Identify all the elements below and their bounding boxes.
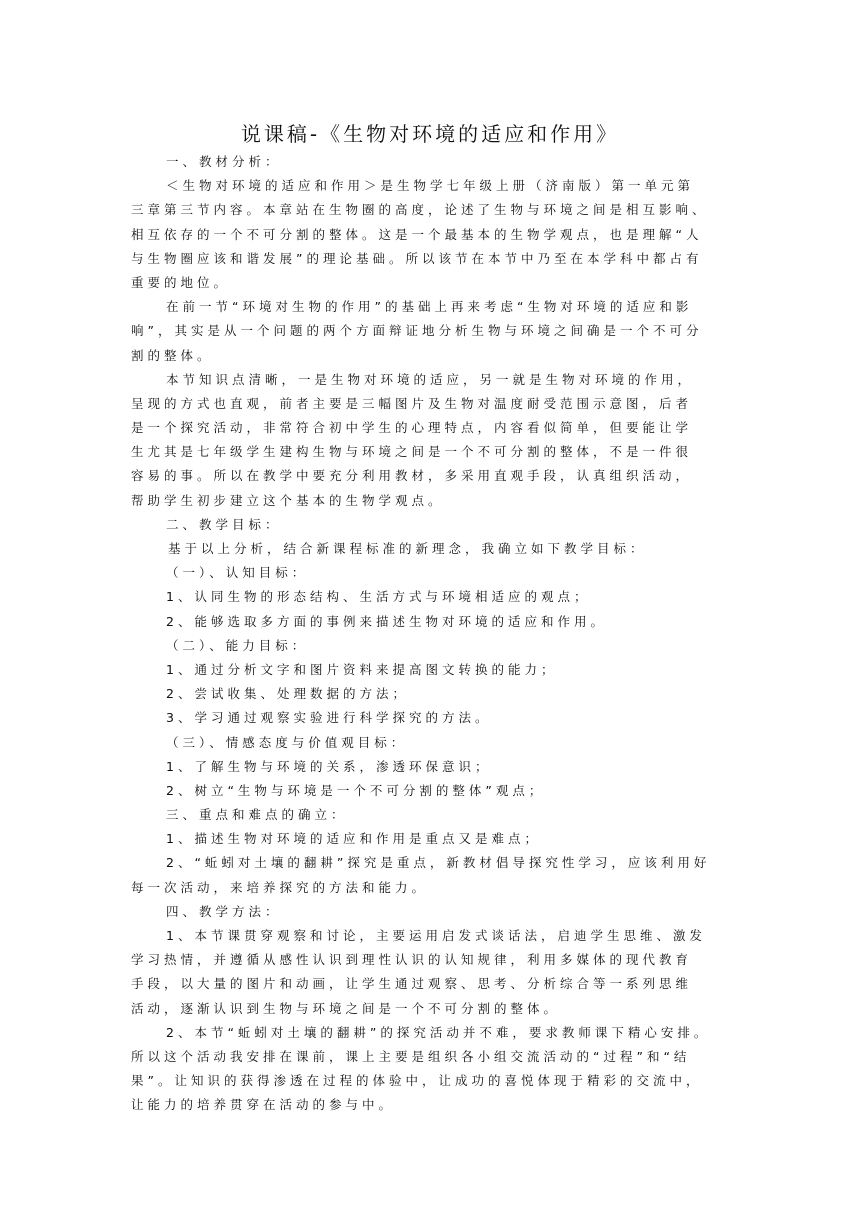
text-line: 响”，其实是从一个问题的两个方面辩证地分析生物与环境之间确是一个不可分 — [131, 323, 703, 339]
paragraph — [131, 634, 723, 658]
text-line: ＜生物对环境的适应和作用＞是生物学七年级上册（济南版）第一单元第 — [166, 178, 695, 194]
text-line: 果”。让知识的获得渗透在过程的体验中，让成功的喜悦体现于精彩的交流中， — [131, 1073, 703, 1089]
paragraph — [131, 755, 723, 779]
paragraph — [131, 682, 723, 706]
paragraph — [131, 174, 723, 295]
text-line: 容易的事。所以在教学中要充分利用教材，多采用直观手段，认真组织活动， — [131, 468, 693, 484]
paragraph — [131, 924, 723, 1021]
text-line: （二）、能力目标： — [166, 637, 309, 653]
paragraph — [131, 585, 723, 609]
text-line: 一、教材分析： — [166, 154, 282, 169]
text-line: 与生物圈应该和谐发展”的理论基础。所以该节在本节中乃至在本学科中都占有 — [131, 250, 703, 266]
text-line: 1、通过分析文字和图片资料来提高图文转换的能力； — [166, 661, 558, 677]
paragraph — [131, 513, 723, 537]
paragraph — [131, 779, 723, 803]
paragraph — [131, 706, 723, 730]
text-line: 1、描述生物对环境的适应和作用是重点又是难点； — [166, 831, 541, 847]
text-line: 1、认同生物的形态结构、生活方式与环境相适应的观点； — [166, 589, 591, 605]
text-line: 呈现的方式也直观，前者主要是三幅图片及生物对温度耐受范围示意图，后者 — [131, 395, 693, 411]
text-line: 三章第三节内容。本章站在生物圈的高度，论述了生物与环境之间是相互影响、 — [131, 202, 709, 218]
paragraph — [131, 1021, 723, 1118]
text-line: 是一个探究活动，非常符合初中学生的心理特点，内容看似简单，但要能让学 — [131, 420, 693, 436]
paragraph — [131, 827, 723, 851]
text-line: 基于以上分析，结合新课程标准的新理念，我确立如下教学目标： — [168, 541, 647, 556]
paragraph — [131, 803, 723, 827]
document-title: 说课稿-《生物对环境的适应和作用》 — [240, 122, 620, 146]
text-line: （一）、认知目标： — [166, 565, 309, 581]
text-line: 1、本节课贯穿观察和讨论，主要运用启发式谈话法，启迪学生思维、激发 — [166, 928, 706, 943]
paragraph — [131, 368, 723, 513]
text-line: 帮助学生初步建立这个基本的生物学观点。 — [131, 492, 445, 508]
text-line: 每一次活动，来培养探究的方法和能力。 — [131, 879, 429, 895]
text-line: 2、“蚯蚓对土壤的翻耕”探究是重点，新教材倡导探究性学习，应该利用好 — [166, 855, 711, 871]
text-line: 四、教学方法： — [166, 903, 282, 919]
text-line: 活动，逐渐认识到生物与环境之间是一个不可分割的整体。 — [131, 1000, 561, 1016]
text-line: 2、树立“生物与环境是一个不可分割的整体”观点； — [166, 782, 546, 798]
text-line: 重要的地位。 — [131, 274, 231, 290]
text-line: 割的整体。 — [131, 347, 214, 363]
paragraph — [131, 731, 723, 755]
paragraph — [131, 900, 723, 924]
text-line: 1、了解生物与环境的关系，渗透环保意识； — [166, 758, 492, 774]
document-body — [131, 150, 723, 1118]
text-line: 三、重点和难点的确立： — [166, 807, 348, 823]
paragraph — [131, 150, 723, 174]
paragraph — [131, 561, 723, 585]
text-line: 相互依存的一个不可分割的整体。这是一个最基本的生物学观点，也是理解“人 — [131, 226, 703, 242]
text-line: 2、能够选取多方面的事例来描述生物对环境的适应和作用。 — [166, 613, 607, 629]
text-line: 在前一节“环境对生物的作用”的基础上再来考虑“生物对环境的适应和影 — [166, 299, 693, 315]
text-line: 二、教学目标： — [166, 516, 282, 532]
text-line: （三）、情感态度与价值观目标： — [166, 734, 408, 750]
paragraph — [131, 851, 723, 899]
paragraph — [131, 610, 723, 634]
text-line: 学习热情，并遵循从感性认识到理性认识的认知规律，利用多媒体的现代教育 — [131, 952, 693, 968]
text-line: 所以这个活动我安排在课前，课上主要是组织各小组交流活动的“过程”和“结 — [131, 1048, 691, 1064]
text-line: 生尤其是七年级学生建构生物与环境之间是一个不可分割的整体，不是一件很 — [131, 444, 693, 460]
text-line: 3、学习通过观察实验进行科学探究的方法。 — [166, 710, 492, 726]
text-line: 2、本节“蚯蚓对土壤的翻耕”的探究活动并不难，要求教师课下精心安排。 — [166, 1024, 711, 1040]
paragraph — [131, 295, 723, 368]
text-line: 手段，以大量的图片和动画，让学生通过观察、思考、分析综合等一系列思维 — [131, 976, 693, 992]
text-line: 本节知识点清晰，一是生物对环境的适应，另一就是生物对环境的作用， — [166, 371, 695, 387]
paragraph — [131, 658, 723, 682]
text-line: 让能力的培养贯穿在活动的参与中。 — [131, 1097, 396, 1113]
paragraph — [131, 537, 723, 561]
text-line: 2、尝试收集、处理数据的方法； — [166, 686, 409, 702]
